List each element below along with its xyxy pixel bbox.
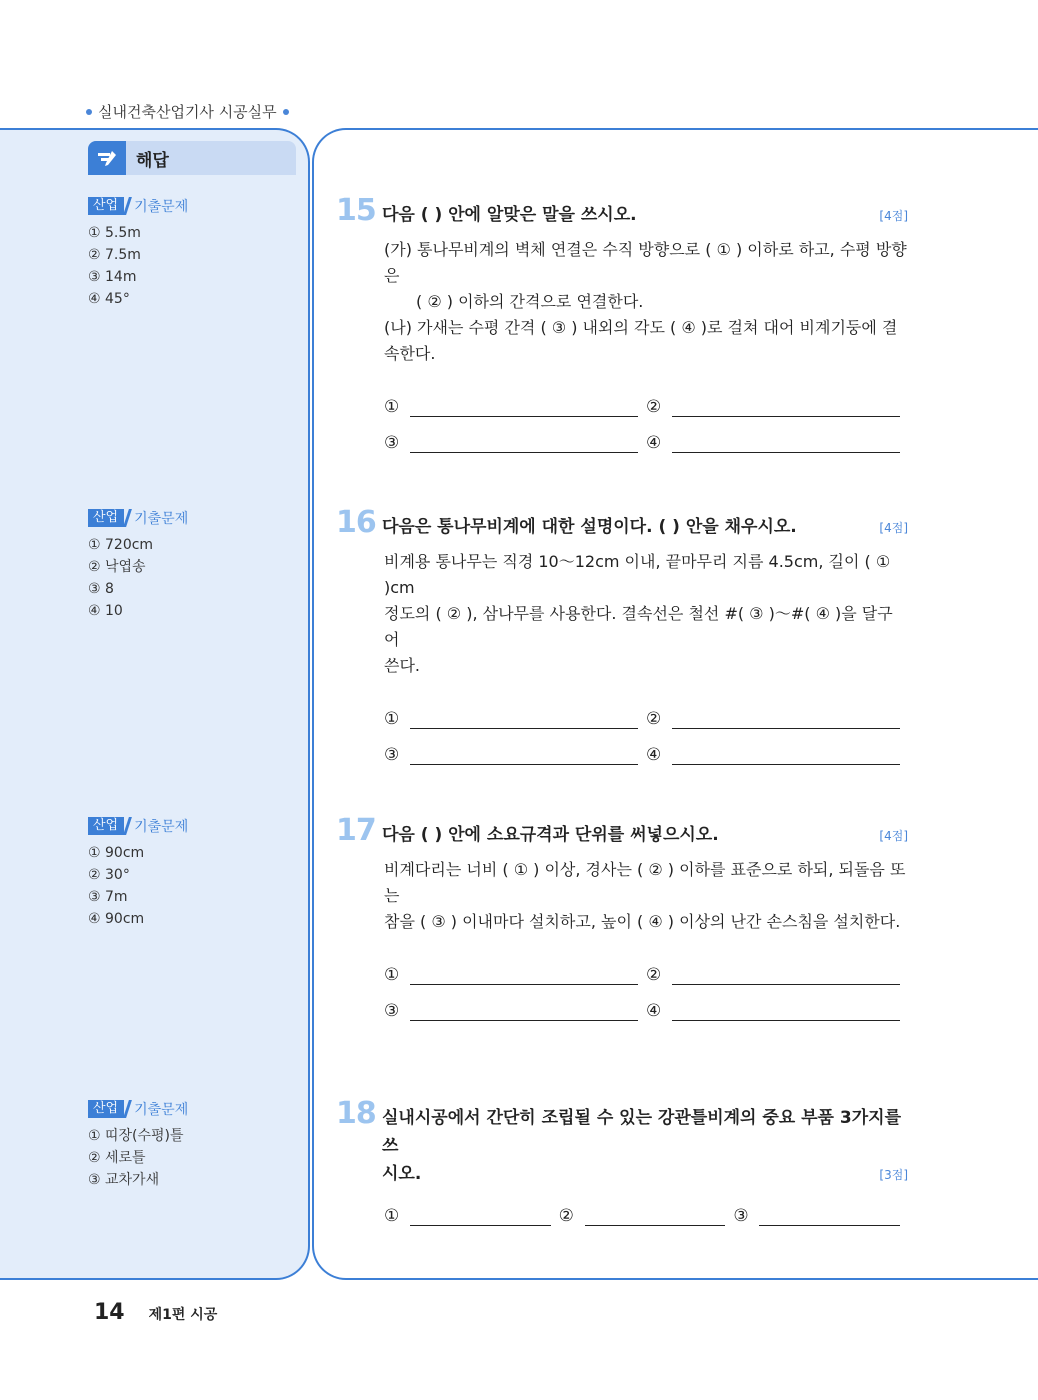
answer-item: ① 띠장(수평)틀 — [88, 1128, 184, 1144]
blank-number: ④ — [646, 433, 662, 453]
page-number: 14 — [94, 1300, 125, 1325]
answer-block-16 — [88, 508, 188, 622]
blank-number: ③ — [384, 1001, 400, 1021]
answer-blank[interactable] — [646, 744, 900, 765]
answer-blanks — [384, 1190, 908, 1226]
answer-block-17 — [88, 816, 188, 930]
source-label: 기출문제 — [134, 511, 189, 527]
answer-item: ① 720cm — [88, 537, 154, 553]
question-title: 실내시공에서 간단히 조립될 수 있는 강관틀비계의 중요 부품 3가지를 쓰 — [382, 1108, 901, 1156]
answer-item: ② 7.5m — [88, 247, 141, 263]
question-17 — [336, 813, 908, 1021]
question-18 — [336, 1096, 908, 1226]
answer-item: ② 30° — [88, 867, 130, 883]
blank-line[interactable] — [672, 964, 900, 985]
body-line: 쓴다. — [384, 656, 420, 675]
points-badge: [4점] — [879, 521, 908, 535]
answer-block-18 — [88, 1099, 188, 1191]
answer-blank[interactable] — [384, 708, 638, 729]
blank-line[interactable] — [672, 396, 900, 417]
question-body — [384, 237, 908, 367]
bullet-dot-right — [283, 109, 289, 115]
blank-number: ① — [384, 1206, 400, 1226]
answer-item: ② 낙엽송 — [88, 559, 146, 575]
blank-line[interactable] — [410, 744, 638, 765]
source-label: 기출문제 — [134, 199, 189, 215]
answer-blank[interactable] — [646, 708, 900, 729]
answer-blank[interactable] — [646, 432, 900, 453]
points-badge: [4점] — [879, 209, 908, 223]
answer-item: ③ 8 — [88, 581, 114, 597]
answer-item: ① 5.5m — [88, 225, 141, 241]
blank-line[interactable] — [672, 744, 900, 765]
answer-blank[interactable] — [733, 1205, 900, 1226]
question-number: 15 — [336, 193, 376, 228]
answer-item: ③ 교차가새 — [88, 1172, 160, 1188]
answer-blanks — [384, 693, 908, 765]
question-title: 다음 ( ) 안에 소요규격과 단위를 써넣으시오. — [382, 825, 719, 845]
answer-blank[interactable] — [646, 396, 900, 417]
question-16 — [336, 505, 908, 765]
body-line: 비계용 통나무는 직경 10～12cm 이내, 끝마무리 지름 4.5cm, 길이 ( ① )cm — [384, 552, 891, 597]
blank-line[interactable] — [410, 432, 638, 453]
question-number: 17 — [336, 813, 376, 848]
question-number: 16 — [336, 505, 376, 540]
answer-item: ② 세로틀 — [88, 1150, 146, 1166]
blank-number: ① — [384, 965, 400, 985]
blank-number: ③ — [733, 1206, 749, 1226]
answer-block-15 — [88, 196, 188, 310]
blank-line[interactable] — [410, 1000, 638, 1021]
question-body — [384, 857, 908, 935]
blank-line[interactable] — [410, 396, 638, 417]
section-label: 제1편 시공 — [148, 1307, 218, 1323]
blank-line[interactable] — [585, 1205, 726, 1226]
question-title: 다음은 통나무비계에 대한 설명이다. ( ) 안을 채우시오. — [382, 517, 797, 537]
answer-item: ④ 10 — [88, 603, 123, 619]
bullet-dot-left — [86, 109, 92, 115]
answer-tab — [88, 141, 296, 175]
blank-number: ① — [384, 709, 400, 729]
body-line: (가) 통나무비계의 벽체 연결은 수직 방향으로 ( ① ) 이하로 하고, 수평 방향은 — [384, 240, 907, 285]
body-line: 정도의 ( ② ), 삼나무를 사용한다. 결속선은 철선 #( ③ )～#( ④ )을 달구어 — [384, 604, 893, 649]
blank-line[interactable] — [759, 1205, 900, 1226]
answer-item: ④ 90cm — [88, 911, 145, 927]
blank-line[interactable] — [672, 1000, 900, 1021]
running-header — [86, 101, 289, 122]
exam-tag: 산업 — [88, 1100, 124, 1118]
blank-number: ③ — [384, 433, 400, 453]
answer-blank[interactable] — [384, 396, 638, 417]
body-line: 비계다리는 너비 ( ① ) 이상, 경사는 ( ② ) 이하를 표준으로 하되, 되돌음 또는 — [384, 860, 906, 905]
answer-blank[interactable] — [559, 1205, 726, 1226]
body-line: 참을 ( ③ ) 이내마다 설치하고, 높이 ( ④ ) 이상의 난간 손스침을 설치한다. — [384, 912, 901, 931]
exam-tag: 산업 — [88, 509, 124, 527]
blank-number: ④ — [646, 745, 662, 765]
answer-pencil-icon — [88, 141, 126, 175]
answer-blank[interactable] — [384, 1000, 638, 1021]
blank-line[interactable] — [672, 708, 900, 729]
points-badge: [4점] — [879, 829, 908, 843]
blank-line[interactable] — [410, 708, 638, 729]
blank-line[interactable] — [672, 432, 900, 453]
answer-blank[interactable] — [384, 1205, 551, 1226]
body-line: ( ② ) 이하의 간격으로 연결한다. — [416, 292, 644, 311]
answer-blank[interactable] — [384, 744, 638, 765]
blank-number: ① — [384, 397, 400, 417]
page-footer — [94, 1300, 217, 1325]
answer-item: ③ 14m — [88, 269, 137, 285]
answer-blanks — [384, 381, 908, 453]
header-title: 실내건축산업기사 시공실무 — [98, 103, 277, 121]
question-title-continued: 시오. — [382, 1164, 422, 1184]
answer-blanks — [384, 949, 908, 1021]
source-label: 기출문제 — [134, 819, 189, 835]
blank-line[interactable] — [410, 1205, 551, 1226]
exam-tag: 산업 — [88, 197, 124, 215]
answer-blank[interactable] — [384, 432, 638, 453]
blank-line[interactable] — [410, 964, 638, 985]
body-line: (나) 가새는 수평 간격 ( ③ ) 내외의 각도 ( ④ )로 걸쳐 대어 비계기둥에 결속한다. — [384, 318, 898, 363]
question-title: 다음 ( ) 안에 알맞은 말을 쓰시오. — [382, 205, 637, 225]
blank-number: ② — [646, 709, 662, 729]
answer-title: 해답 — [136, 150, 169, 171]
points-badge: [3점] — [879, 1168, 908, 1182]
blank-number: ② — [646, 965, 662, 985]
source-label: 기출문제 — [134, 1102, 189, 1118]
question-number: 18 — [336, 1096, 376, 1131]
answer-item: ① 90cm — [88, 845, 145, 861]
blank-number: ③ — [384, 745, 400, 765]
answer-blank[interactable] — [646, 964, 900, 985]
blank-number: ④ — [646, 1001, 662, 1021]
answer-item: ④ 45° — [88, 291, 130, 307]
answer-blank[interactable] — [384, 964, 638, 985]
question-15 — [336, 193, 908, 453]
answer-blank[interactable] — [646, 1000, 900, 1021]
answer-item: ③ 7m — [88, 889, 128, 905]
question-body — [384, 549, 908, 679]
blank-number: ② — [558, 1206, 574, 1226]
blank-number: ② — [646, 397, 662, 417]
exam-tag: 산업 — [88, 817, 124, 835]
